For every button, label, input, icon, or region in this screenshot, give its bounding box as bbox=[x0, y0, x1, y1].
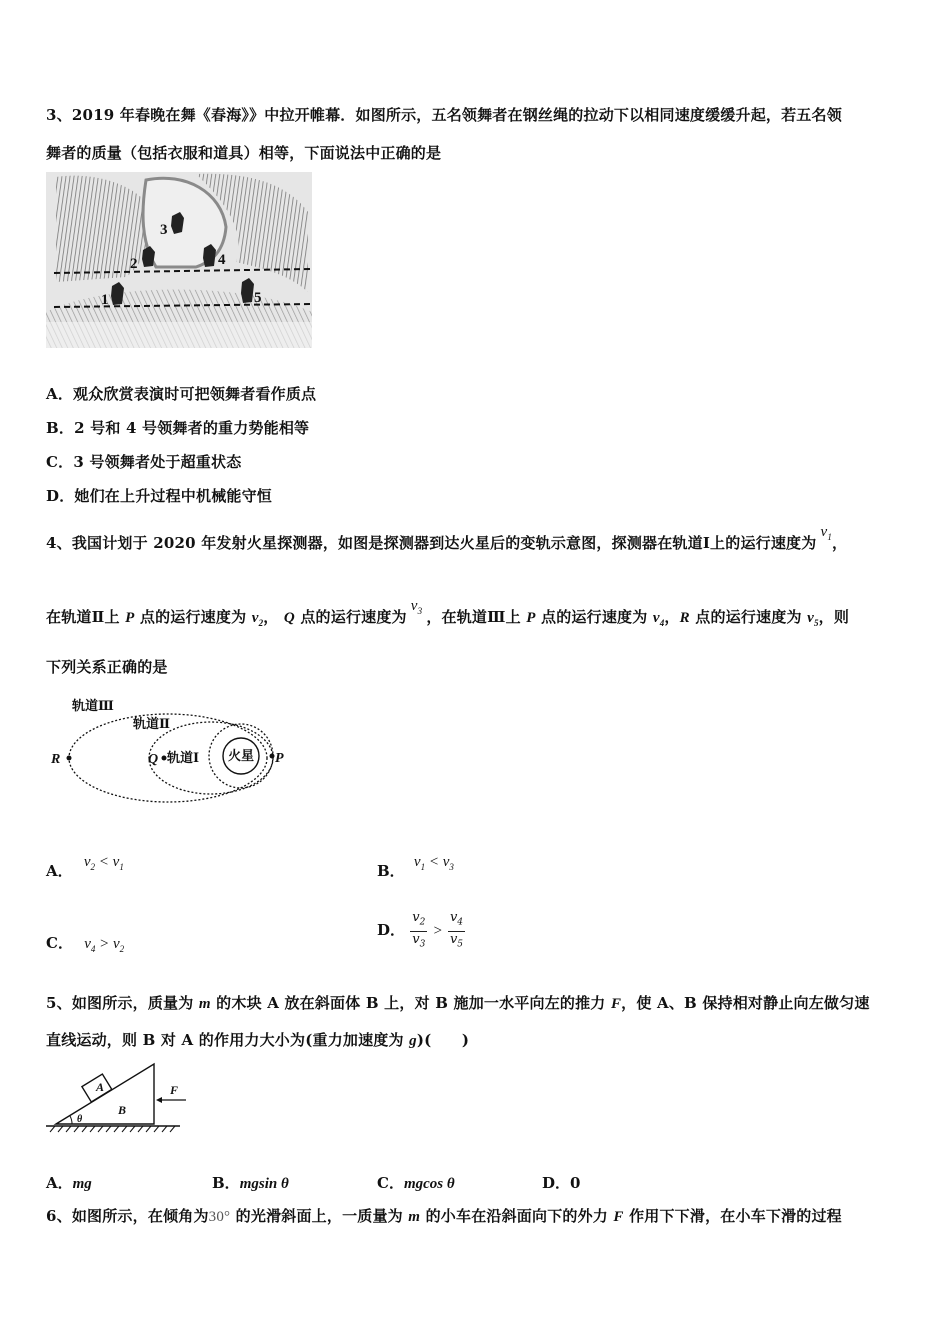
label-f: F bbox=[170, 1083, 179, 1097]
q5-option-d: D．0 bbox=[542, 1174, 581, 1192]
dancer-label-3: 3 bbox=[160, 222, 168, 238]
q4-line3: 下列关系正确的是 bbox=[46, 658, 168, 676]
q5-line2: 直线运动，则 B 对 A 的作用力大小为(重力加速度为 g)( ) bbox=[46, 1031, 470, 1049]
point-r: R bbox=[51, 752, 61, 767]
q4-line2: 在轨道Ⅱ上 P 点的运行速度为 $v_2$， Q 点的运行速度为$v_3$ ，在轨道Ⅲ上 P 点的运行速度为 $v_4$，R 点的运行速度为 $v_5$，则 bbox=[46, 598, 850, 628]
q3-option-b: B．2 号和 4 号领舞者的重力势能相等 bbox=[46, 419, 310, 437]
q4-option-b: B． $v_1 < v_3$ bbox=[377, 854, 454, 880]
q3-line1: 3、2019 年春晚在舞《春海》》中拉开帷幕．如图所示，五名领舞者在钢丝绳的拉动下以相同速度缓缓升起，若五名领 bbox=[46, 106, 842, 124]
q4-option-c: C． $v_4 > v_2$ bbox=[46, 934, 125, 954]
q3-option-a: A．观众欣赏表演时可把领舞者看作质点 bbox=[46, 385, 317, 403]
q3-line2: 舞者的质量（包括衣服和道具）相等，下面说法中正确的是 bbox=[46, 144, 442, 162]
dancer-label-5: 5 bbox=[254, 290, 262, 306]
label-orbit-1: 轨道Ⅰ bbox=[167, 751, 200, 766]
label-b: B bbox=[118, 1103, 127, 1117]
q6-line1: 6、如图所示，在倾角为30° 的光滑斜面上，一质量为 m 的小车在沿斜面向下的外力 F 作用下下滑，在小车下滑的过程 bbox=[46, 1207, 842, 1225]
label-orbit-3: 轨道Ⅲ bbox=[72, 699, 114, 714]
q3-dancers-photo bbox=[46, 172, 312, 348]
q5-option-a: A．mg bbox=[46, 1174, 92, 1192]
q4-option-a: A． $v_2 < v_1$ bbox=[46, 854, 124, 880]
q4-orbit-diagram bbox=[46, 690, 296, 810]
q5-incline-diagram bbox=[46, 1060, 186, 1138]
label-a: A bbox=[96, 1080, 105, 1094]
q4-option-d: D． $\frac{v_2}{v_3}$ > $\frac{v_4}{v_5}$ bbox=[377, 910, 464, 950]
q3-option-d: D．她们在上升过程中机械能守恒 bbox=[46, 487, 273, 505]
q5-option-b: B．mgsin θ bbox=[212, 1174, 289, 1192]
point-q: Q bbox=[148, 752, 159, 767]
q4-line1: 4、我国计划于 2020 年发射火星探测器，如图是探测器到达火星后的变轨示意图，探测器在轨道Ⅰ上的运行速度为$v_1$， bbox=[46, 524, 848, 552]
dancer-label-2: 2 bbox=[130, 256, 138, 272]
label-mars: 火星 bbox=[228, 749, 255, 764]
label-theta: θ bbox=[77, 1114, 83, 1125]
dancer-label-1: 1 bbox=[101, 292, 109, 308]
q5-line1: 5、如图所示，质量为 m 的木块 A 放在斜面体 B 上，对 B 施加一水平向左的推力 F，使 A、B 保持相对静止向左做匀速 bbox=[46, 994, 870, 1012]
point-p: P bbox=[275, 751, 284, 766]
label-orbit-2: 轨道Ⅱ bbox=[133, 717, 170, 732]
q5-option-c: C．mgcos θ bbox=[377, 1174, 455, 1192]
dancer-label-4: 4 bbox=[218, 252, 226, 268]
dancer-5-icon bbox=[241, 278, 254, 303]
q3-option-c: C．3 号领舞者处于超重状态 bbox=[46, 453, 242, 471]
